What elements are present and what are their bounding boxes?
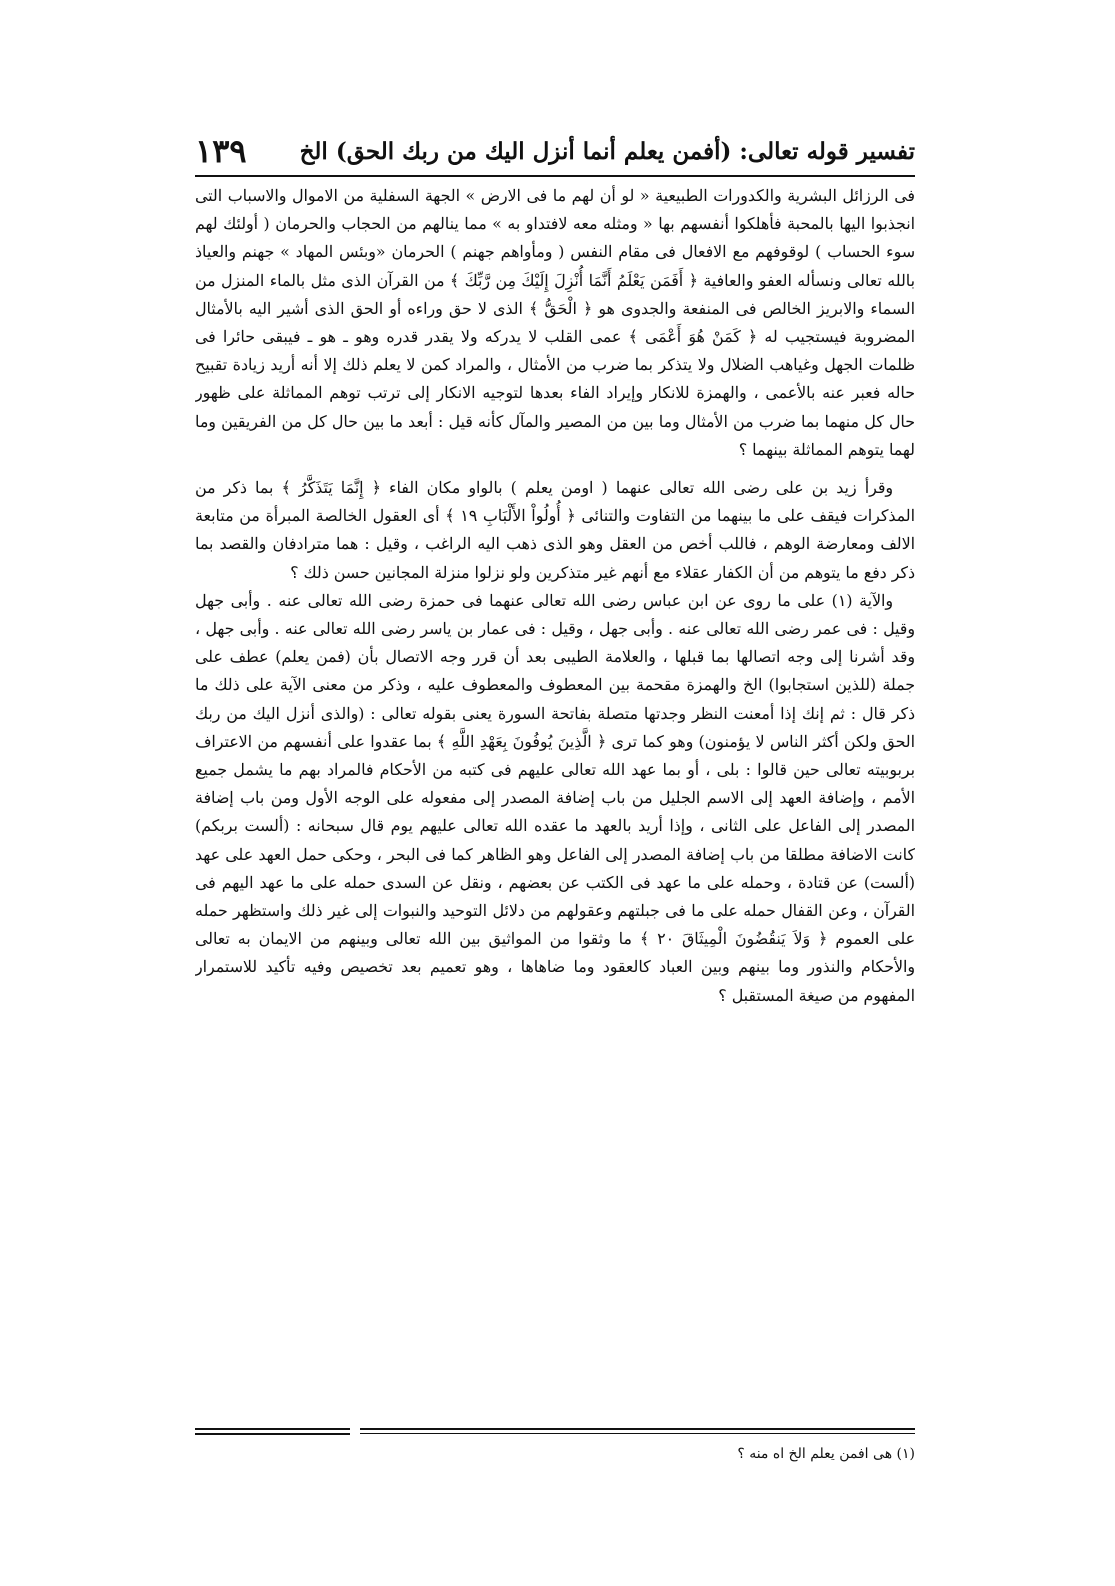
footnote-separator — [195, 1428, 915, 1436]
main-text — [195, 182, 915, 1427]
running-title: تفسير قوله تعالى: (أفمن يعلم أنما أنزل اليك من ربك الحق) الخ — [299, 137, 915, 165]
page-header — [195, 128, 915, 174]
footnote-rule-short — [195, 1428, 350, 1435]
paragraph-3: والآية (١) على ما روى عن ابن عباس رضى الله تعالى عنهما فى حمزة رضى الله تعالى عنه . وأبى جهل وقيل : فى عمر رضى الله تعالى عنه . وأبى جهل ، وقيل : فى عمار بن ياسر رضى الله تعالى عنه . وأبى جهل ، وقد أشرنا إلى وجه اتصالها بما قبلها ، والعلامة الطيبى بعد أن قرر وجه الاتصال بأن (فمن يعلم) عطف على جملة (للذين استجابوا) الخ والهمزة مقحمة بين المعطوف والمعطوف عليه ، وذكر من معنى الآية على ذلك ما ذكر قال : ثم إنك إذا أمعنت النظر وجدتها متصلة بفاتحة السورة يعنى بقوله تعالى : (والذى أنزل اليك من ربك الحق ولكن أكثر الناس لا يؤمنون) وهو كما ترى ﴿ الَّذِينَ يُوفُونَ بِعَهْدِ اللَّهِ ﴾ بما عقدوا على أنفسهم من الاعتراف بربوبيته تعالى حين قالوا : بلى ، أو بما عهد الله تعالى عليهم فى كتبه من الأحكام فالمراد بهم ما يشمل جميع الأمم ، وإضافة العهد إلى الاسم الجليل من باب إضافة المصدر إلى مفعوله على الوجه الأول ومن باب إضافة المصدر إلى الفاعل على الثانى ، وإذا أريد بالعهد ما عقده الله تعالى عليهم يوم قال سبحانه : (ألست بربكم) كانت الاضافة مطلقا من باب إضافة المصدر إلى الفاعل وهو الظاهر كما فى البحر ، وحكى حمل العهد على عهد (ألست) عن قتادة ، وحمله على ما عهد فى الكتب عن بعضهم ، ونقل عن السدى حمله على ما عهد اليهم فى القرآن ، وعن القفال حمله على ما فى جبلتهم وعقولهم من دلائل التوحيد والنبوات إلى غير ذلك واستظهر حمله على العموم ﴿ وَلاَ يَنقُضُونَ الْمِيثَاقَ ٢٠ ﴾ ما وثقوا من المواثيق بين الله تعالى وبينهم من الايمان به تعالى والأحكام والنذور وما بينهم وبين العباد كالعقود وما ضاهاها ، وهو تعميم بعد تخصيص وفيه تأكيد للاستمرار المفهوم من صيغة المستقبل ؟ — [195, 590, 915, 1005]
header-rule — [195, 175, 915, 177]
paragraph-1: فى الرزائل البشرية والكدورات الطبيعية « لو أن لهم ما فى الارض » الجهة السفلية من الاموال والاسباب التى انجذبوا اليها بالمحبة فأهلكوا أنفسهم بها « ومثله معه لافتداو به » مما ينالهم من الحجاب والحرمان ( أولئك لهم سوء الحساب ) لوقوفهم مع الافعال فى مقام النفس ( ومأواهم جهنم ) الحرمان «وبئس المهاد » جهنم والعياذ بالله تعالى ونسأله العفو والعافية ﴿ أَفَمَن يَعْلَمُ أَنَّمَا أُنْزِلَ إِلَيْكَ مِن رَّبِّكَ ﴾ من القرآن الذى مثل بالماء المنزل من السماء والابريز الخالص فى المنفعة والجدوى هو ﴿ الْحَقُّ ﴾ الذى لا حق وراءه أو الحق الذى أشير اليه بالأمثال المضروبة فيستجيب له ﴿ كَمَنْ هُوَ أَعْمَى ﴾ عمى القلب لا يدركه ولا يقدر قدره وهو ـ هو ـ فيبقى حائرا فى ظلمات الجهل وغياهب الضلال ولا يتذكر بما ضرب من الأمثال ، والمراد كمن لا يعلم ذلك إلا أنه أريد زيادة تقبيح حاله فعبر عنه بالأعمى ، والهمزة للانكار وإيراد الفاء بعدها لتوجيه الانكار إلى ترتب توهم المماثلة على ظهور حال كل منهما بما ضرب من الأمثال وما بين من المصير والمآل كأنه قيل : أبعد ما بين حال كل من الفريقين وما لهما يتوهم المماثلة بينهما ؟ — [195, 186, 915, 459]
paragraph-2: وقرأ زيد بن على رضى الله تعالى عنهما ( اومن يعلم ) بالواو مكان الفاء ﴿ إِنَّمَا يَتَذَكَّرُ ﴾ بما ذكر من المذكرات فيقف على ما بينهما من التفاوت والتنائى ﴿ أُولُواْ الأَلْبَابِ ١٩ ﴾ أى العقول الخالصة المبرأة من متابعة الالف ومعارضة الوهم ، فاللب أخص من العقل وهو الذى ذهب اليه الراغب ، وقيل : هما مترادفان والقصد بما ذكر دفع ما يتوهم من أن الكفار عقلاء مع أنهم غير متذكرين ولو نزلوا منزلة المجانين حسن ذلك ؟ — [195, 478, 915, 582]
page-number: ١٣٩ — [195, 132, 247, 170]
footnote-rule-long — [360, 1428, 915, 1434]
footnote: (١) هى افمن يعلم الخ اه منه ؟ — [737, 1446, 915, 1462]
